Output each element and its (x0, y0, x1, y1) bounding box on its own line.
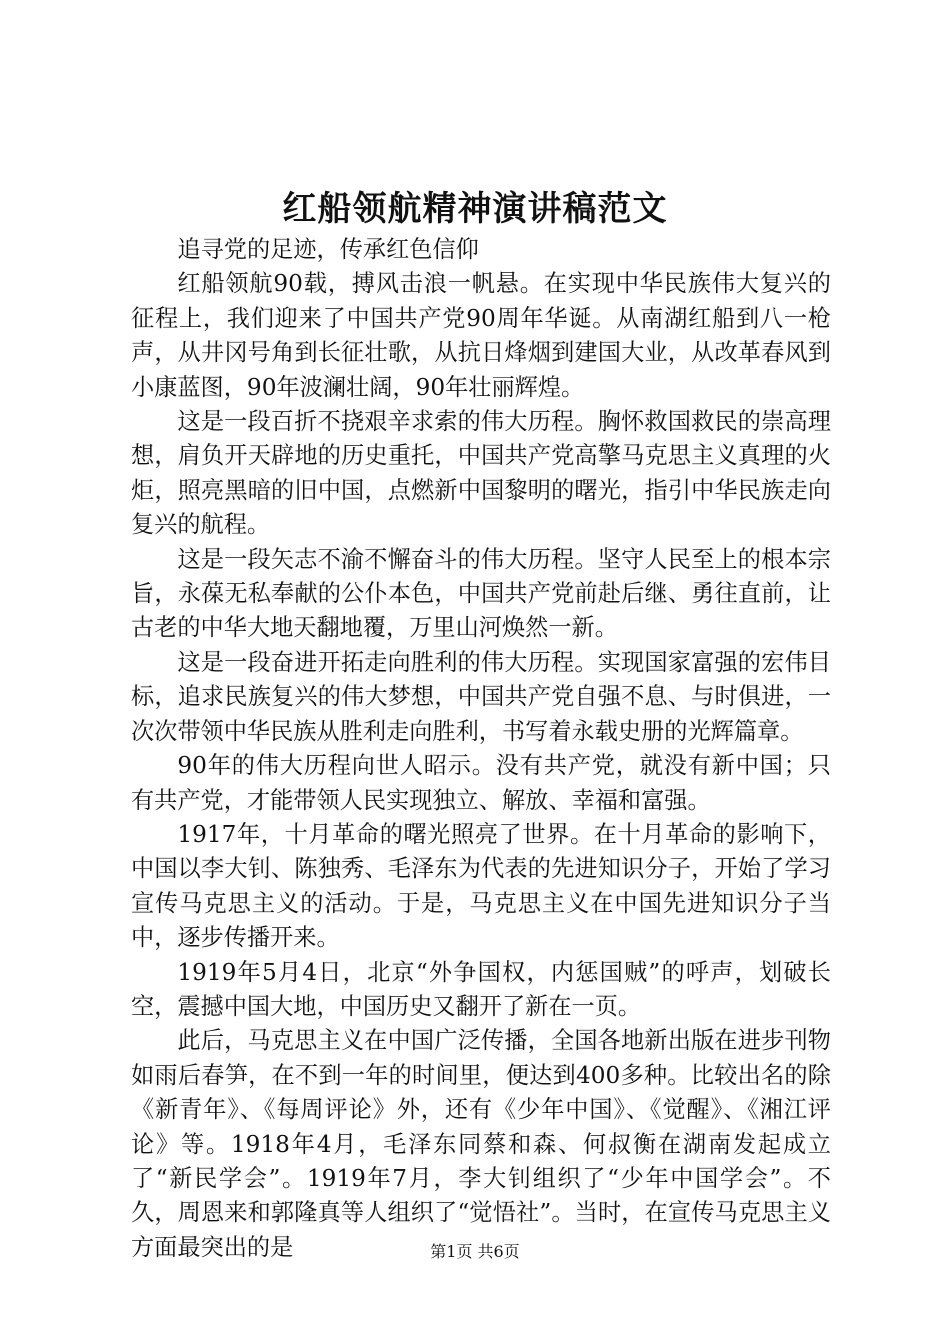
body-paragraph: 红船领航90载，搏风击浪一帆悬。在实现中华民族伟大复兴的征程上，我们迎来了中国共产党90周年华诞。从南湖红船到八一枪声，从井冈号角到长征壮歌，从抗日烽烟到建国大业，从改革春风到小康蓝图，90年波澜壮阔，90年壮丽辉煌。 (131, 270, 831, 401)
subtitle-paragraph: 追寻党的足迹，传承红色信仰 (177, 236, 479, 263)
body-paragraph: 此后，马克思主义在中国广泛传播，全国各地新出版在进步刊物如雨后春笋，在不到一年的时间里，便达到400多种。比较出名的除《新青年》、《每周评论》外，还有《少年中国》、《觉醒》、《湘江评论》等。1918年4月，毛泽东同蔡和森、何叔衡在湖南发起成立了“新民学会”。1919年7月，李大钊组织了“少年中国学会”。不久，周恩来和郭隆真等人组织了“觉悟社”。当时，在宣传马克思主义方面最突出的是 (131, 1027, 831, 1261)
body-paragraph: 这是一段百折不挠艰辛求索的伟大历程。胸怀救国救民的崇高理想，肩负开天辟地的历史重托，中国共产党高擎马克思主义真理的火炬，照亮黑暗的旧中国，点燃新中国黎明的曙光，指引中华民族走向复兴的航程。 (131, 408, 831, 539)
body-paragraph: 90年的伟大历程向世人昭示。没有共产党，就没有新中国；只有共产党，才能带领人民实现独立、解放、幸福和富强。 (131, 752, 831, 814)
body-paragraph: 这是一段奋进开拓走向胜利的伟大历程。实现国家富强的宏伟目标，追求民族复兴的伟大梦想，中国共产党自强不息、与时俱进，一次次带领中华民族从胜利走向胜利，书写着永载史册的光辉篇章。 (131, 648, 831, 745)
body-paragraph: 1917年，十月革命的曙光照亮了世界。在十月革命的影响下，中国以李大钊、陈独秀、毛泽东为代表的先进知识分子，开始了学习宣传马克思主义的活动。于是，马克思主义在中国先进知识分子当中，逐步传播开来。 (131, 820, 831, 952)
page-footer: 第1页 共6页 (430, 1242, 520, 1261)
body-paragraph: 1919年5月4日，北京“外争国权，内惩国贼”的呼声，划破长空，震撼中国大地，中国历史又翻开了新在一页。 (131, 958, 831, 1020)
document-title: 红船领航精神演讲稿范文 (282, 189, 668, 229)
body-paragraph: 这是一段矢志不渝不懈奋斗的伟大历程。坚守人民至上的根本宗旨，永葆无私奉献的公仆本色，中国共产党前赴后继、勇往直前，让古老的中华大地天翻地覆，万里山河焕然一新。 (131, 545, 831, 642)
document-body (131, 233, 831, 1265)
